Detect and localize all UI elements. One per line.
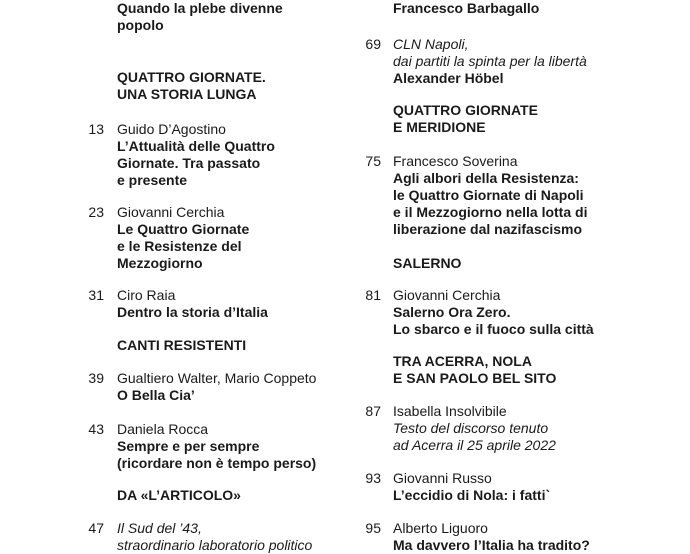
entry-title-line: Giornate. Tra passato <box>117 155 261 171</box>
entry-title-line: Lo sbarco e il fuoco sulla città <box>393 321 594 337</box>
entry-title-line: Le Quattro Giornate <box>117 221 250 237</box>
entry-title-line: Salerno Ora Zero. <box>393 304 511 320</box>
page-number: 31 <box>88 287 104 303</box>
entry-author: Guido D’Agostino <box>117 121 226 137</box>
page-number: 87 <box>365 403 381 419</box>
entry-title-line: Ma davvero l’Italia ha tradito? <box>393 537 590 553</box>
toc-title-line: popolo <box>117 17 164 33</box>
page-number: 81 <box>365 287 381 303</box>
entry-author: Isabella Insolvibile <box>393 403 507 419</box>
entry-italic-line: CLN Napoli, <box>393 36 469 52</box>
entry-title-line: (ricordare non è tempo perso) <box>117 455 317 471</box>
toc-title-line: Quando la plebe divenne <box>117 0 283 16</box>
section-heading: TRA ACERRA, NOLA E SAN PAOLO BEL SITO <box>393 353 557 386</box>
entry-author: Francesco Soverina <box>393 153 518 169</box>
page-number: 43 <box>88 421 104 437</box>
entry-author: Gualtiero Walter, Mario Coppeto <box>117 370 317 386</box>
section-heading: DA «L’ARTICOLO» <box>117 487 241 503</box>
entry-title-line: Dentro la storia d’Italia <box>117 304 268 320</box>
page-number: 95 <box>365 520 381 536</box>
entry-italic-line: straordinario laboratorio politico <box>117 537 313 553</box>
entry-author-bold: Alexander Höbel <box>393 70 504 86</box>
entry-author: Alberto Liguoro <box>393 520 488 536</box>
entry-title-line: e le Resistenze del <box>117 238 242 254</box>
entry-author: Ciro Raia <box>117 287 176 303</box>
section-heading: QUATTRO GIORNATE E MERIDIONE <box>393 102 538 135</box>
entry-italic-line: Testo del discorso tenuto <box>393 420 549 436</box>
entry-title-line: Mezzogiorno <box>117 255 203 271</box>
entry-author: Giovanni Cerchia <box>117 204 225 220</box>
page-number: 75 <box>365 153 381 169</box>
entry-title-line: le Quattro Giornate di Napoli <box>393 187 584 203</box>
entry-title-line: liberazione dal nazifascismo <box>393 221 583 237</box>
section-heading: QUATTRO GIORNATE. UNA STORIA LUNGA <box>117 69 266 102</box>
entry-title-line: Agli albori della Resistenza: <box>393 170 579 186</box>
entry-author: Daniela Rocca <box>117 421 209 437</box>
page-number: 13 <box>88 121 104 137</box>
section-heading: CANTI RESISTENTI <box>117 337 247 353</box>
page-number: 93 <box>365 470 381 486</box>
entry-title-line: Sempre e per sempre <box>117 438 260 454</box>
page-number: 23 <box>88 204 104 220</box>
entry-author-line: Francesco Barbagallo <box>393 0 540 16</box>
entry-italic-line: ad Acerra il 25 aprile 2022 <box>393 437 556 453</box>
entry-author: Giovanni Russo <box>393 470 492 486</box>
entry-title-line: e il Mezzogiorno nella lotta di <box>393 204 588 220</box>
entry-title-line: L’eccidio di Nola: i fatti` <box>393 487 551 503</box>
entry-italic-line: dai partiti la spinta per la libertà <box>393 53 587 69</box>
section-heading: SALERNO <box>393 255 462 271</box>
entry-title-line: e presente <box>117 172 188 188</box>
entry-title-line: L’Attualità delle Quattro <box>117 138 275 154</box>
entry-title-line: O Bella Cia’ <box>117 387 195 403</box>
page-number: 69 <box>365 36 381 52</box>
entry-author: Giovanni Cerchia <box>393 287 501 303</box>
page-number: 47 <box>88 520 104 536</box>
entry-italic-line: Il Sud del ’43, <box>117 520 202 536</box>
page-number: 39 <box>88 370 104 386</box>
